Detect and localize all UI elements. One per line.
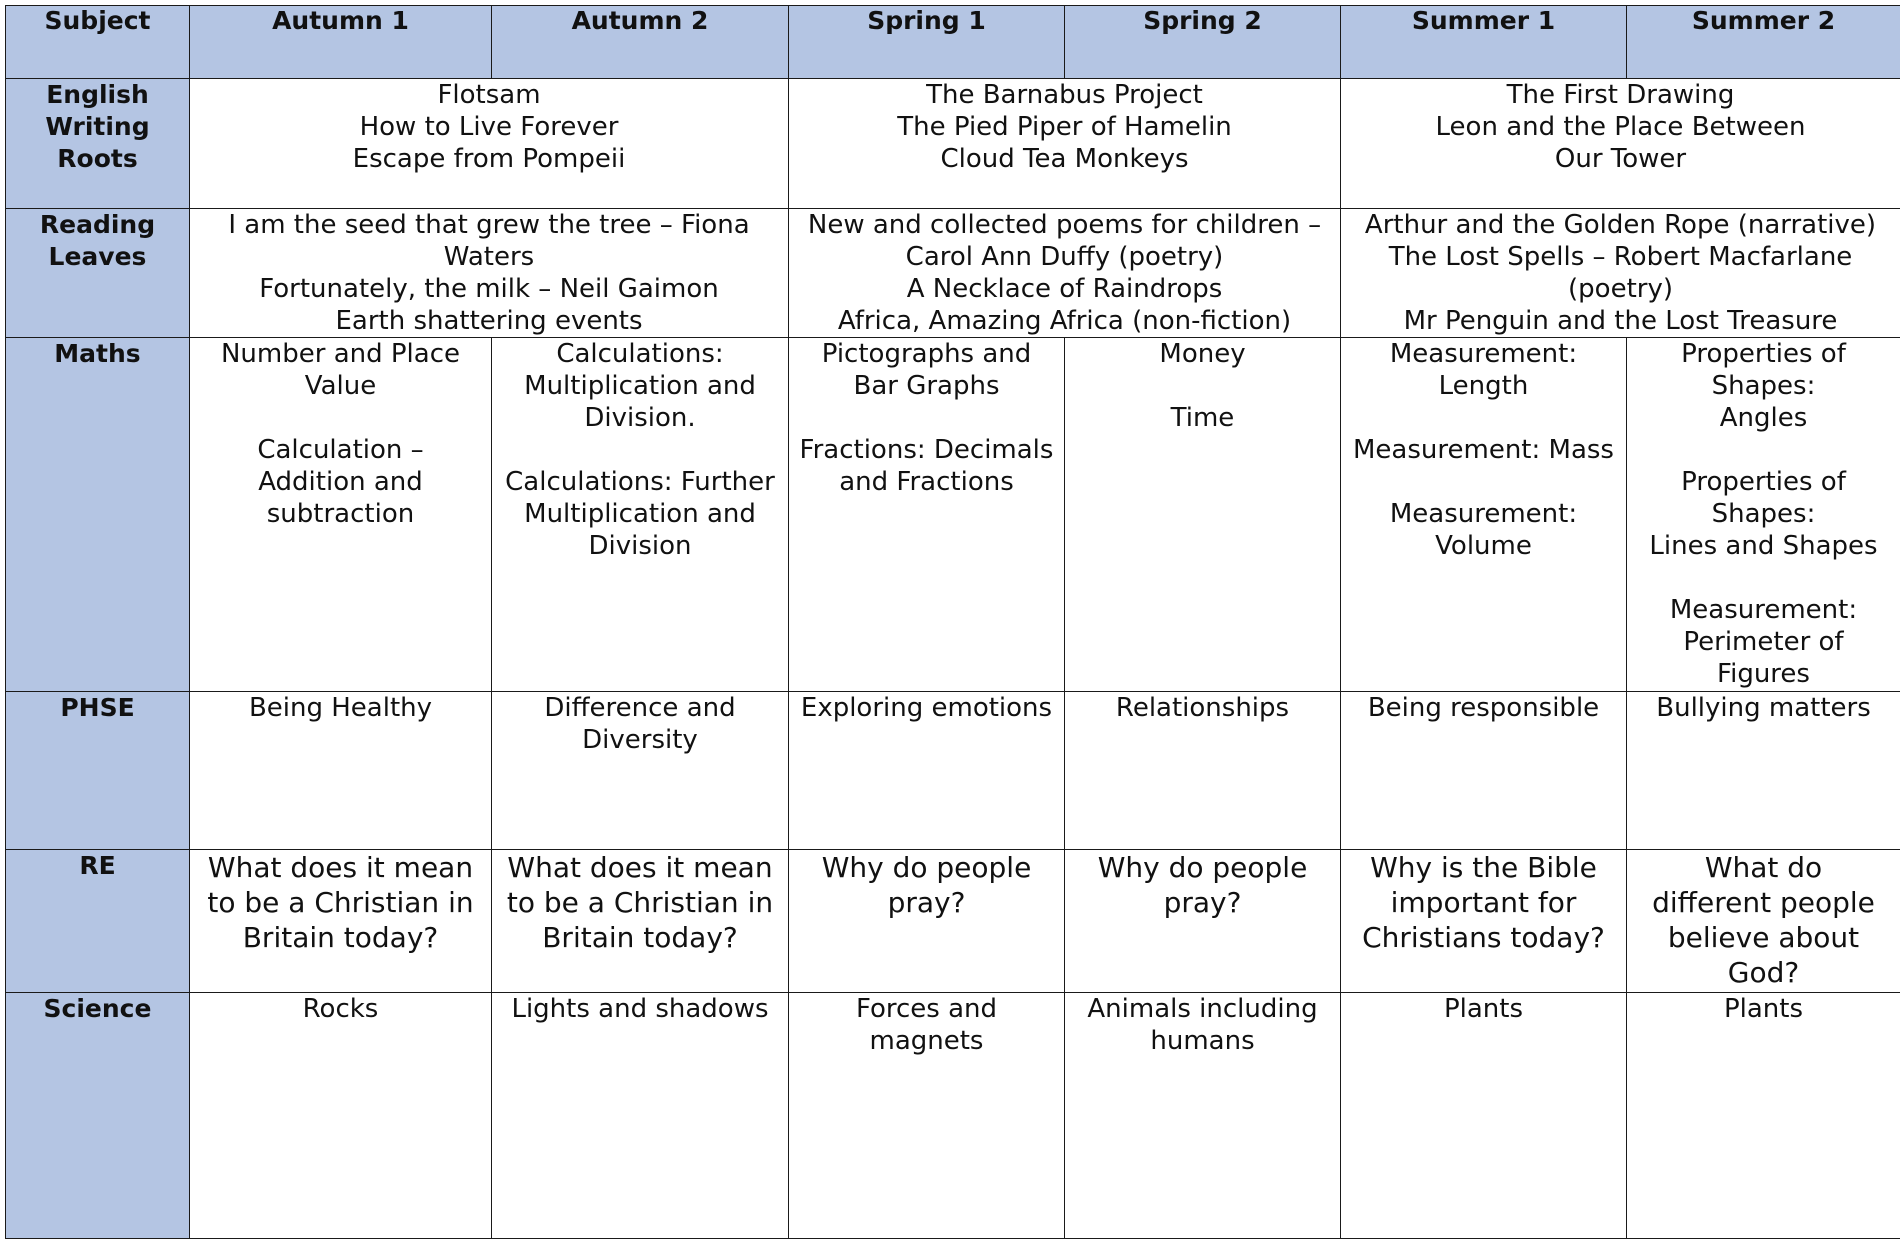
text-line: subtraction bbox=[266, 499, 415, 529]
re-autumn-2 bbox=[492, 850, 789, 993]
spacer bbox=[1345, 402, 1622, 434]
spacer bbox=[1631, 562, 1896, 594]
science-autumn-1 bbox=[190, 993, 492, 1239]
phse-spring-1 bbox=[789, 692, 1065, 850]
reading-autumn bbox=[190, 209, 789, 338]
text-line: Shapes: bbox=[1711, 499, 1816, 529]
text-line: Volume bbox=[1435, 531, 1532, 561]
text-line: Cloud Tea Monkeys bbox=[940, 144, 1189, 174]
text-line: Angles bbox=[1719, 403, 1808, 433]
row-re bbox=[6, 850, 1900, 993]
text-line: Leon and the Place Between bbox=[1435, 112, 1806, 142]
text-line: Calculations: bbox=[556, 339, 724, 369]
text-line: Forces and bbox=[855, 994, 998, 1024]
re-spring-1 bbox=[789, 850, 1065, 993]
text-line: Our Tower bbox=[1554, 144, 1687, 174]
maths-spring-1 bbox=[789, 338, 1065, 692]
text-line: Why do people bbox=[821, 851, 1032, 884]
text-line: Properties of bbox=[1681, 467, 1846, 497]
spacer bbox=[1631, 434, 1896, 466]
subject-science: Science bbox=[6, 993, 190, 1239]
science-summer-1 bbox=[1341, 993, 1627, 1239]
subject-line: English bbox=[46, 80, 149, 109]
text-line: to be a Christian in bbox=[506, 886, 774, 919]
text-line: pray? bbox=[1163, 886, 1242, 919]
subject-line: Leaves bbox=[48, 242, 147, 271]
phse-summer-2 bbox=[1627, 692, 1900, 850]
header-summer-2: Summer 2 bbox=[1627, 6, 1900, 79]
re-autumn-1 bbox=[190, 850, 492, 993]
text-line: Time bbox=[1170, 403, 1235, 433]
text-line: Multiplication and bbox=[524, 371, 756, 401]
text-line: What does it mean bbox=[507, 851, 773, 884]
row-reading bbox=[6, 209, 1900, 338]
header-subject: Subject bbox=[6, 6, 190, 79]
text-line: Lines and Shapes bbox=[1649, 531, 1878, 561]
spacer bbox=[1345, 466, 1622, 498]
subject-phse: PHSE bbox=[6, 692, 190, 850]
text-line: Britain today? bbox=[242, 921, 439, 954]
subject-line: Roots bbox=[57, 144, 138, 173]
text-line: (poetry) bbox=[1568, 274, 1673, 304]
text-line: Shapes: bbox=[1711, 371, 1816, 401]
spacer bbox=[496, 434, 784, 466]
text-line: Why do people bbox=[1097, 851, 1308, 884]
spacer bbox=[1069, 370, 1336, 402]
text-line: Number and Place bbox=[220, 339, 460, 369]
science-spring-1 bbox=[789, 993, 1065, 1239]
maths-summer-1 bbox=[1341, 338, 1627, 692]
text-line: Properties of bbox=[1681, 339, 1846, 369]
maths-summer-2 bbox=[1627, 338, 1900, 692]
spacer bbox=[793, 402, 1060, 434]
english-spring bbox=[789, 79, 1341, 209]
text-line: I am the seed that grew the tree – Fiona bbox=[228, 210, 750, 240]
maths-autumn-1 bbox=[190, 338, 492, 692]
text-line: Calculations: Further bbox=[505, 467, 775, 497]
reading-summer bbox=[1341, 209, 1900, 338]
text-line: Pictographs and bbox=[821, 339, 1032, 369]
text-line: Plants bbox=[1723, 994, 1804, 1024]
text-line: Money bbox=[1159, 339, 1246, 369]
text-line: magnets bbox=[869, 1026, 984, 1056]
text-line: Bar Graphs bbox=[853, 371, 1000, 401]
phse-spring-2 bbox=[1065, 692, 1341, 850]
subject-maths: Maths bbox=[6, 338, 190, 692]
header-spring-2: Spring 2 bbox=[1065, 6, 1341, 79]
row-phse bbox=[6, 692, 1900, 850]
maths-spring-2 bbox=[1065, 338, 1341, 692]
text-line: New and collected poems for children – bbox=[807, 210, 1322, 240]
text-line: Multiplication and bbox=[524, 499, 756, 529]
row-english bbox=[6, 79, 1900, 209]
text-line: Addition and bbox=[258, 467, 423, 497]
phse-summer-1 bbox=[1341, 692, 1627, 850]
maths-autumn-2 bbox=[492, 338, 789, 692]
text-line: different people bbox=[1652, 886, 1875, 919]
text-line: important for bbox=[1390, 886, 1577, 919]
science-summer-2 bbox=[1627, 993, 1900, 1239]
row-science bbox=[6, 993, 1900, 1239]
text-line: The First Drawing bbox=[1506, 80, 1735, 110]
text-line: Fortunately, the milk – Neil Gaimon bbox=[259, 274, 719, 304]
text-line: Lights and shadows bbox=[511, 994, 769, 1024]
subject-english bbox=[6, 79, 190, 209]
subject-line: Reading bbox=[39, 210, 156, 239]
text-line: Division bbox=[588, 531, 692, 561]
header-spring-1: Spring 1 bbox=[789, 6, 1065, 79]
header-row bbox=[6, 6, 1900, 79]
text-line: Christians today? bbox=[1362, 921, 1605, 954]
text-line: Figures bbox=[1717, 659, 1810, 689]
text-line: A Necklace of Raindrops bbox=[906, 274, 1223, 304]
text-line: God? bbox=[1727, 956, 1800, 989]
text-line: Rocks bbox=[302, 994, 379, 1024]
text-line: Britain today? bbox=[542, 921, 738, 954]
text-line: Measurement: bbox=[1389, 499, 1578, 529]
text-line: Earth shattering events bbox=[335, 306, 643, 336]
text-line: Perimeter of bbox=[1683, 627, 1844, 657]
text-line: Length bbox=[1438, 371, 1529, 401]
header-autumn-1: Autumn 1 bbox=[190, 6, 492, 79]
science-spring-2 bbox=[1065, 993, 1341, 1239]
header-summer-1: Summer 1 bbox=[1341, 6, 1627, 79]
text-line: Mr Penguin and the Lost Treasure bbox=[1403, 306, 1838, 336]
text-line: Africa, Amazing Africa (non-fiction) bbox=[837, 306, 1292, 336]
text-line: What does it mean bbox=[207, 851, 474, 884]
text-line: The Lost Spells – Robert Macfarlane bbox=[1388, 242, 1853, 272]
text-line: Plants bbox=[1443, 994, 1524, 1024]
subject-re: RE bbox=[6, 850, 190, 993]
subject-reading bbox=[6, 209, 190, 338]
curriculum-table bbox=[5, 5, 1900, 1239]
text-line: Being Healthy bbox=[248, 693, 433, 723]
phse-autumn-1 bbox=[190, 692, 492, 850]
text-line: Flotsam bbox=[437, 80, 541, 110]
text-line: Fractions: Decimals bbox=[799, 435, 1054, 465]
text-line: Why is the Bible bbox=[1370, 851, 1597, 884]
reading-spring bbox=[789, 209, 1341, 338]
text-line: Diversity bbox=[582, 725, 698, 755]
spacer bbox=[194, 402, 487, 434]
re-summer-1 bbox=[1341, 850, 1627, 993]
row-maths bbox=[6, 338, 1900, 692]
english-summer bbox=[1341, 79, 1900, 209]
science-autumn-2 bbox=[492, 993, 789, 1239]
subject-line: Writing bbox=[45, 112, 150, 141]
text-line: Measurement: bbox=[1669, 595, 1858, 625]
text-line: Waters bbox=[443, 242, 535, 272]
text-line: Calculation – bbox=[257, 435, 424, 465]
text-line: to be a Christian in bbox=[207, 886, 474, 919]
text-line: pray? bbox=[887, 886, 966, 919]
re-summer-2 bbox=[1627, 850, 1900, 993]
text-line: Bullying matters bbox=[1656, 693, 1871, 723]
text-line: Exploring emotions bbox=[800, 693, 1053, 723]
phse-autumn-2 bbox=[492, 692, 789, 850]
text-line: Division. bbox=[584, 403, 696, 433]
text-line: Animals including bbox=[1087, 994, 1318, 1024]
text-line: humans bbox=[1150, 1026, 1255, 1056]
text-line: and Fractions bbox=[839, 467, 1014, 497]
text-line: Being responsible bbox=[1367, 693, 1600, 723]
text-line: Value bbox=[304, 371, 377, 401]
text-line: Measurement: Mass bbox=[1353, 435, 1614, 465]
text-line: Relationships bbox=[1115, 693, 1290, 723]
re-spring-2 bbox=[1065, 850, 1341, 993]
text-line: Difference and bbox=[544, 693, 736, 723]
text-line: Arthur and the Golden Rope (narrative) bbox=[1364, 210, 1877, 240]
english-autumn bbox=[190, 79, 789, 209]
text-line: The Pied Piper of Hamelin bbox=[897, 112, 1232, 142]
text-line: The Barnabus Project bbox=[926, 80, 1203, 110]
text-line: Escape from Pompeii bbox=[352, 144, 626, 174]
text-line: Measurement: bbox=[1389, 339, 1578, 369]
text-line: How to Live Forever bbox=[359, 112, 619, 142]
text-line: Carol Ann Duffy (poetry) bbox=[905, 242, 1224, 272]
text-line: What do bbox=[1704, 851, 1823, 884]
text-line: believe about bbox=[1667, 921, 1860, 954]
header-autumn-2: Autumn 2 bbox=[492, 6, 789, 79]
